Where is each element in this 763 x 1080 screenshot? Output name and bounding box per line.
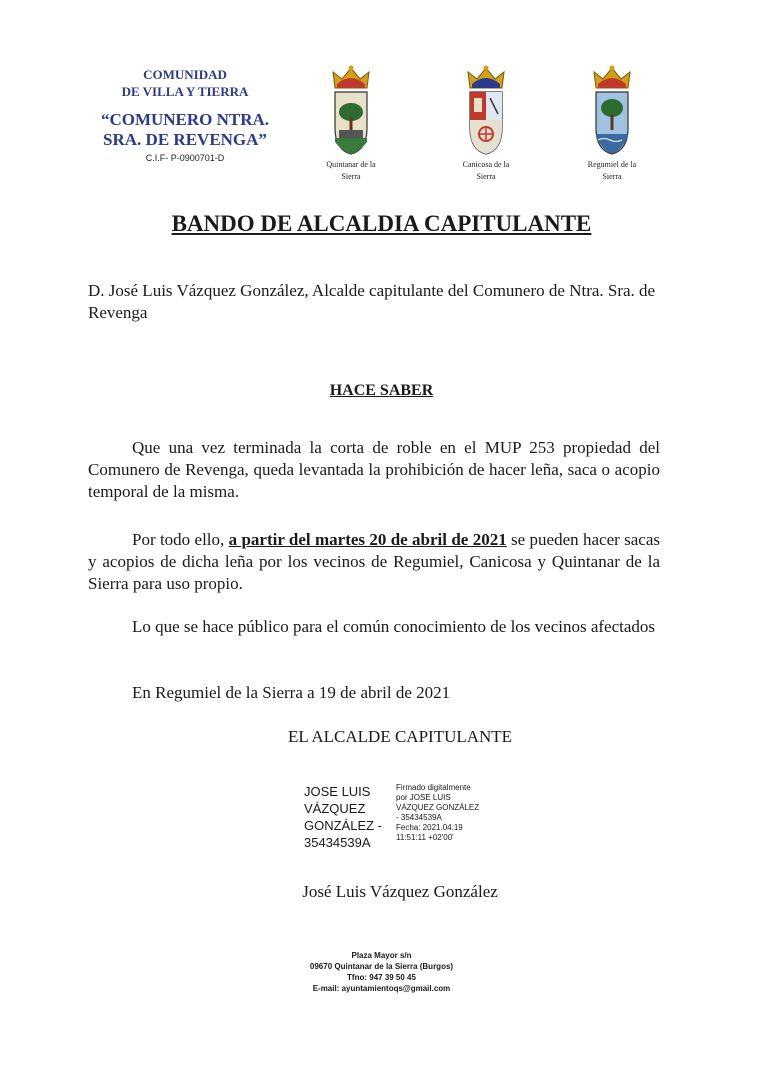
signature-detail-line: - 35434539A (396, 813, 442, 822)
signer-name-line: GONZÁLEZ - (304, 818, 383, 833)
signature-detail-line: Fecha: 2021.04.19 (396, 823, 463, 832)
coat-of-arms-canicosa-icon (462, 62, 510, 158)
signer-name-line: JOSE LUIS (304, 784, 371, 799)
signer-name-line: 35434539A (304, 835, 371, 850)
shield-canicosa (451, 62, 521, 182)
signature-detail-line: Firmado digitalmente (396, 783, 471, 792)
signature-detail-line: 11:51:11 +02'00' (396, 833, 454, 842)
shield-caption: Regumiel de la (587, 160, 637, 169)
shield-quintanar (316, 62, 386, 182)
footer-address (0, 950, 763, 994)
paragraph-2-post: se pueden hacer sacas y acopios de dicha leña por los vecinos de Regumiel, Canicosa y Quintanar de la Sierra para uso propio. (88, 530, 660, 593)
shield-caption: Sierra (476, 172, 496, 181)
footer-email: E-mail: ayuntamientoqs@gmail.com (312, 984, 451, 993)
coat-of-arms-quintanar-icon (327, 62, 375, 158)
paragraph-1: Que una vez terminada la corta de roble en el MUP 253 propiedad del Comunero de Revenga, queda levantada la prohibición de hacer leña, saca o acopio temporal de la misma. (88, 438, 660, 501)
paragraph-3: Lo que se hace público para el común conocimiento de los vecinos afectados (132, 617, 656, 636)
shield-regumiel (577, 62, 647, 182)
signature-name: José Luis Vázquez González (302, 882, 498, 901)
hace-saber-heading (0, 382, 763, 400)
document-title (0, 211, 763, 237)
signature-details (396, 783, 496, 843)
shield-caption: Sierra (602, 172, 622, 181)
footer-phone: Tfno: 947 39 50 45 (347, 973, 416, 982)
signature-detail-line: por JOSE LUIS (396, 793, 451, 802)
org-line1: COMUNIDAD (143, 67, 227, 82)
organization-header (80, 66, 290, 163)
hace-saber-text: HACE SABER (329, 382, 434, 399)
paragraph-2 (88, 529, 660, 595)
paragraph-2-date: a partir del martes 20 de abril de 2021 (228, 530, 507, 549)
org-line2: DE VILLA Y TIERRA (121, 84, 249, 99)
paragraph-2-pre: Por todo ello, (132, 530, 229, 549)
shield-caption: Canicosa de la (462, 160, 510, 169)
org-cif: C.I.F- P-0900701-D (145, 153, 225, 163)
intro-paragraph: D. José Luis Vázquez González, Alcalde capitulante del Comunero de Ntra. Sra. de Revenga (88, 281, 656, 322)
coat-of-arms-regumiel-icon (588, 62, 636, 158)
org-name-line2: SRA. DE REVENGA” (103, 130, 267, 149)
footer-address-line1: Plaza Mayor s/n (351, 951, 412, 960)
shield-caption: Sierra (341, 172, 361, 181)
document-title-text: BANDO DE ALCALDIA CAPITULANTE (171, 211, 592, 236)
org-name-line1: “COMUNERO NTRA. (100, 110, 270, 129)
signer-name-line: VÁZQUEZ (304, 801, 366, 816)
digital-signature (304, 783, 480, 851)
signature-detail-line: VÁZQUEZ GONZÁLEZ (396, 803, 480, 812)
footer-address-line2: 09670 Quintanar de la Sierra (Burgos) (309, 962, 454, 971)
shield-caption: Quintanar de la (326, 160, 376, 169)
alcalde-heading: EL ALCALDE CAPITULANTE (287, 727, 513, 746)
place-date: En Regumiel de la Sierra a 19 de abril de 2021 (132, 683, 451, 702)
